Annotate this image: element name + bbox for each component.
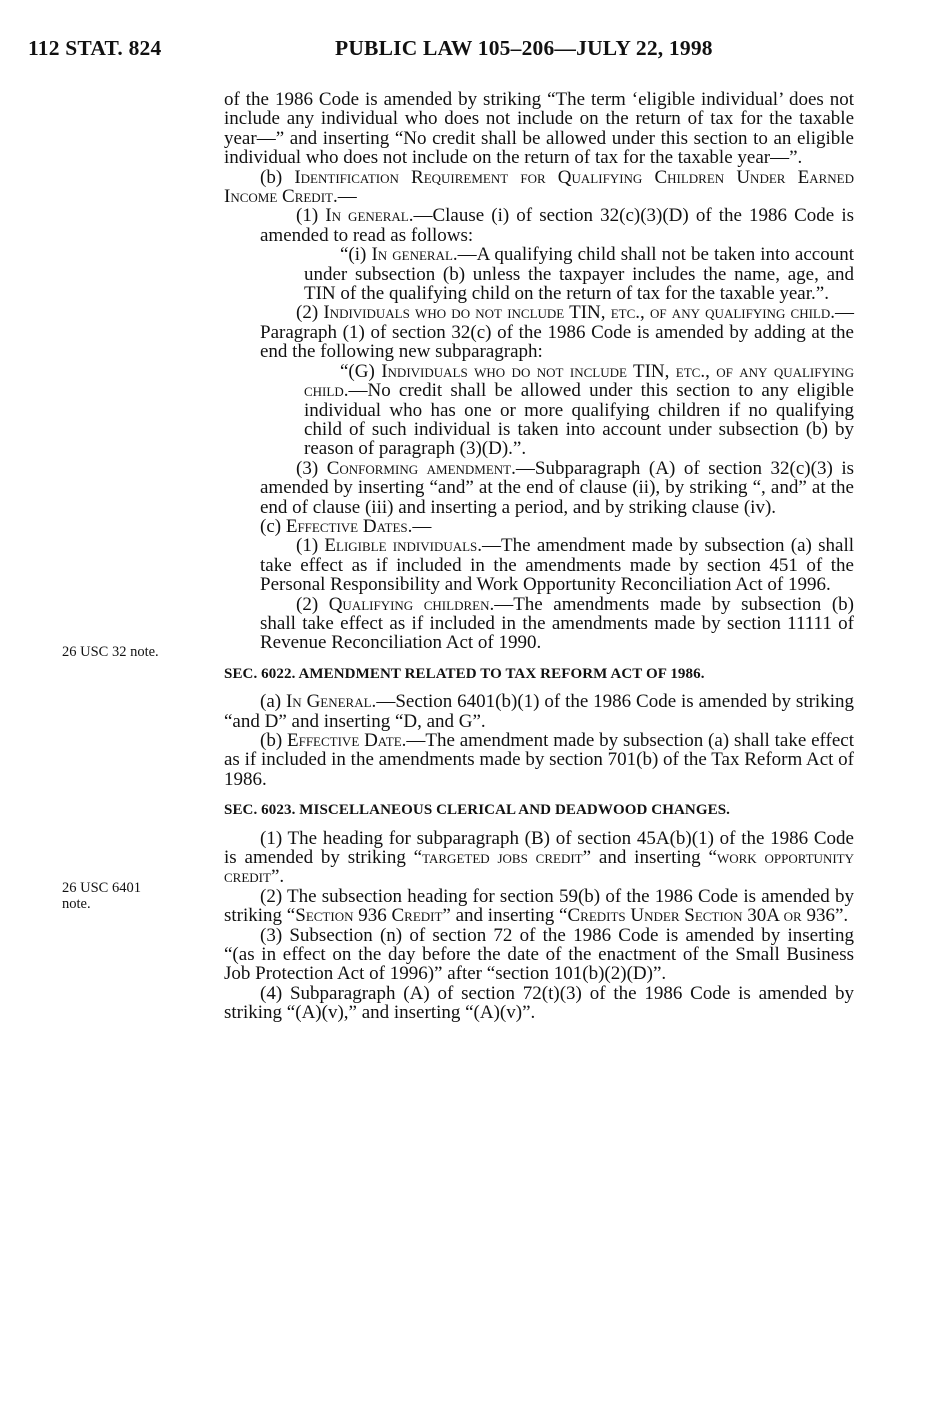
stat-reference: 112 STAT. 824 bbox=[28, 36, 162, 60]
section-6022-a bbox=[224, 692, 854, 731]
section-6023-item-4: (4) Subparagraph (A) of section 72(t)(3) of the 1986 Code is amended by striking “(A)(v),” and inserting “(A)(v)”. bbox=[224, 982, 854, 1024]
item-quoted-caps: work opportunity credit bbox=[224, 847, 854, 888]
item-quoted-caps: Credits Under Section 30A or 936 bbox=[567, 905, 835, 927]
paragraph-text: —Clause (i) of section 32(c)(3)(D) of the 1986 Code is amended to read as follows: bbox=[260, 205, 854, 246]
law-title: PUBLIC LAW 105–206—JULY 22, 1998 bbox=[335, 36, 713, 60]
paragraph-text: —The amendment made by subsection (a) shall take effect as if included in the amendments made by section 451 of the Personal Responsibility and Work Opportunity Reconciliation Act of 1996. bbox=[260, 535, 855, 596]
paragraph-heading: In general. bbox=[325, 205, 414, 227]
paragraph-label: (1) bbox=[296, 535, 325, 557]
paragraph-label: (2) bbox=[296, 302, 324, 324]
quoted-text bbox=[304, 362, 854, 459]
item-text: ”. bbox=[834, 905, 849, 927]
quoted-subparagraph-g bbox=[224, 362, 854, 459]
paragraph-c2 bbox=[224, 595, 854, 653]
subsection-label: (a) bbox=[260, 691, 286, 713]
quoted-body: —A qualifying child shall not be taken into account under subsection (b) unless the taxpayer includes the name, age, and TIN of the qualifying child on the return of tax for the taxable year.”. bbox=[304, 244, 854, 305]
paragraph-text: —Subparagraph (A) of section 32(c)(3) is amended by inserting “and” at the end of clause (ii), by striking “, and” at the end of clause (iii) and inserting a period, and by striking clause (iv). bbox=[260, 457, 854, 518]
paragraph-intro: of the 1986 Code is amended by striking “The term ‘eligible individual’ does not include any individual who does not include on the return of tax for the taxable year—” and inserting “No credit shall be allowed under this section to an eligible individual who does not include on the return of tax for the taxable year—”. bbox=[224, 89, 854, 169]
paragraph-text: —The amendments made by subsection (b) shall take effect as if included in the amendments made by section 11111 of Revenue Reconciliation Act of 1990. bbox=[260, 593, 854, 654]
section-6023-item-2 bbox=[224, 887, 854, 926]
item-text: ” and inserting “ bbox=[442, 905, 568, 927]
item-text: (2) The subsection heading for section 59(b) of the 1986 Code is amended by striking “ bbox=[224, 885, 854, 927]
section-6022-b bbox=[224, 731, 854, 789]
item-text: (1) The heading for subparagraph (B) of section 45A(b)(1) of the 1986 Code is amended by striking “ bbox=[224, 827, 854, 869]
section-6022-heading: SEC. 6022. AMENDMENT RELATED TO TAX REFORM ACT OF 1986. bbox=[224, 665, 705, 682]
subsection-heading: Effective Dates.— bbox=[285, 515, 432, 537]
quoted-body: —No credit shall be allowed under this section to any eligible individual who has one or more qualifying children if no qualifying child of such individual is taken into account under subsection (b) by reason of paragraph (3)(D).”. bbox=[304, 380, 854, 460]
paragraph-c1 bbox=[224, 536, 854, 594]
margin-note-usc-6401 bbox=[62, 880, 202, 912]
section-6023-item-3: (3) Subsection (n) of section 72 of the 1986 Code is amended by inserting “(as in effect on the day before the date of the enactment of the Small Business Job Protection Act of 1996)” after “section 101(b)(2)(D)”. bbox=[224, 924, 854, 985]
paragraph-heading: Eligible individuals. bbox=[324, 535, 483, 557]
subsection-heading: Identification Requirement for Qualifying Children Under Earned Income Credit.— bbox=[224, 166, 854, 208]
subsection-c bbox=[224, 517, 854, 536]
subsection-text: —The amendment made by subsection (a) shall take effect as if included in the amendments made by section 701(b) of the Tax Reform Act of 1986. bbox=[224, 730, 855, 790]
quoted-label: “(G) bbox=[340, 360, 382, 382]
quoted-heading: In general. bbox=[371, 244, 458, 266]
paragraph-text: —Paragraph (1) of section 32(c) of the 1986 Code is amended by adding at the end the following new subparagraph: bbox=[260, 302, 854, 363]
margin-note-line: note. bbox=[62, 896, 91, 912]
paragraph-b1 bbox=[224, 206, 854, 245]
subsection-label: (b) bbox=[260, 730, 287, 751]
subsection-label: (c) bbox=[260, 515, 286, 537]
paragraph-heading: Conforming amendment. bbox=[326, 457, 516, 479]
section-6023-item-1 bbox=[224, 829, 854, 887]
quoted-heading: Individuals who do not include TIN, etc., of any qualifying child. bbox=[304, 360, 854, 402]
subsection-heading: In General. bbox=[285, 691, 377, 713]
item-text: ” and inserting “ bbox=[582, 847, 717, 869]
margin-note-usc-32: 26 USC 32 note. bbox=[62, 644, 159, 660]
paragraph-heading: Individuals who do not include TIN, etc., of any qualifying child. bbox=[323, 302, 835, 324]
paragraph-heading: Qualifying children. bbox=[328, 593, 495, 615]
subsection-text: —Section 6401(b)(1) of the 1986 Code is amended by striking “and D” and inserting “D, and G”. bbox=[224, 691, 854, 732]
section-6023-heading: SEC. 6023. MISCELLANEOUS CLERICAL AND DEADWOOD CHANGES. bbox=[224, 802, 730, 819]
paragraph-b3 bbox=[224, 459, 854, 517]
document-body bbox=[224, 90, 854, 1023]
subsection-b bbox=[224, 168, 854, 207]
subsection-label: (b) bbox=[260, 166, 295, 188]
paragraph-label: (3) bbox=[296, 457, 327, 479]
quoted-text bbox=[304, 245, 854, 303]
subsection-heading: Effective Date. bbox=[286, 730, 407, 751]
paragraph-label: (2) bbox=[296, 593, 329, 615]
item-text: ”. bbox=[270, 866, 285, 888]
paragraph-label: (1) bbox=[296, 205, 326, 227]
item-quoted-caps: targeted jobs credit bbox=[422, 847, 583, 869]
quoted-clause-i bbox=[224, 245, 854, 303]
margin-note-line: 26 USC 6401 bbox=[62, 880, 141, 896]
paragraph-b2 bbox=[224, 303, 854, 361]
quoted-label: “(i) bbox=[340, 244, 372, 266]
item-quoted-caps: Section 936 Credit bbox=[295, 905, 443, 927]
